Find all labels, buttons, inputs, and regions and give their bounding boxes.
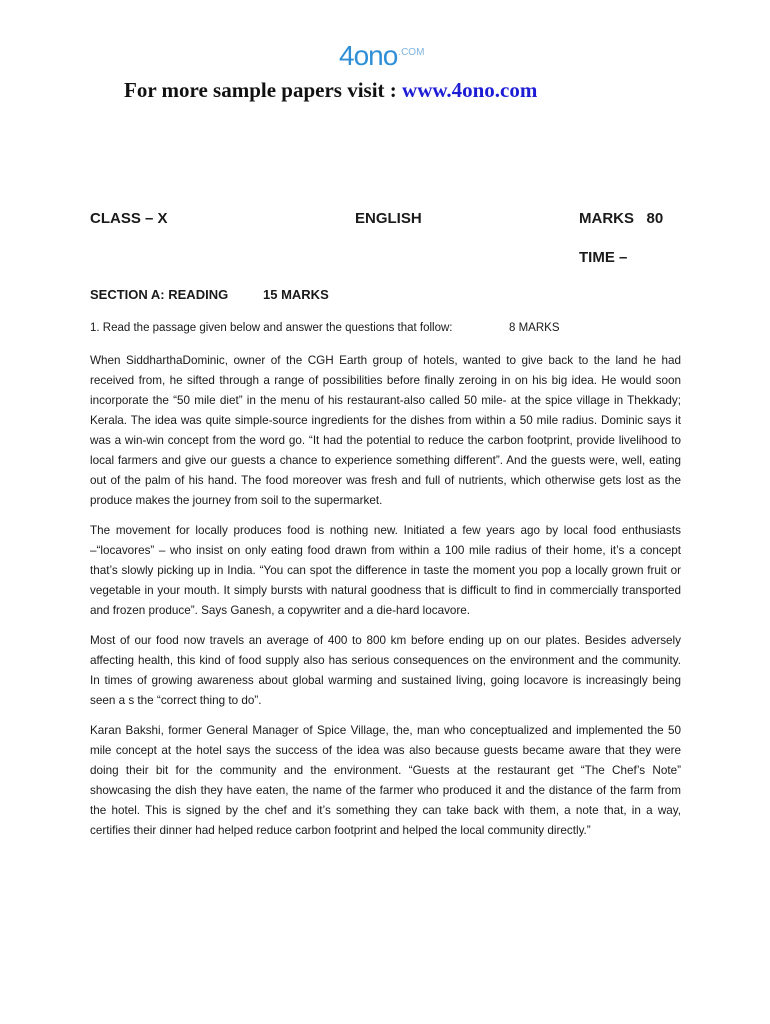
passage-paragraph: Karan Bakshi, former General Manager of Spice Village, the, man who conceptualized and implemented the 50 mile concept at the hotel says the success of the idea was also because guests became aware that they were doing their bit for the community and the environment. “Guests at the restaurant get “The Chef’s Note” showcasing the dish they have eaten, the name of the farmer who produced it and the distance of the farm from the hotel. This is signed by the chef and it’s something they can take back with them, a note that, in a way, certifies their dinner had helped reduce carbon footprint and helped the local community directly.”	[90, 724, 681, 837]
section-title: SECTION A: READING	[90, 287, 229, 302]
total-marks-label: MARKS 80	[579, 210, 664, 227]
site-logo	[339, 42, 424, 70]
passage-paragraph: Most of our food now travels an average of 400 to 800 km before ending up on our plates. Besides adversely affecting health, this kind of food supply also has serious consequences on the environment and the community. In times of growing awareness about global warming and sustained living, going locavore is increasingly being seen a s the “correct thing to do”.	[90, 634, 681, 707]
class-label: CLASS – X	[90, 210, 168, 227]
question-prompt: 1. Read the passage given below and answer the questions that follow:	[90, 322, 453, 334]
passage-paragraph: When SiddharthaDominic, owner of the CGH Earth group of hotels, wanted to give back to the land he had received from, he sifted through a range of possibilities before finally zeroing in on his big idea. He would soon incorporate the “50 mile diet” in the menu of his restaurant-also called 50 mile- at the spice village in Thekkady; Kerala. The idea was quite simple-source ingredients for the dishes from within a 50 mile radius. Dominic says it was a win-win concept from the word go. “It had the potential to reduce the carbon footprint, provide livelihood to local farmers and give our guests a chance to experience something different”. And the guests were, well, eating out of the palm of his hand. The food moreover was fresh and full of nutrients, which otherwise gets lost as the produce makes the journey from soil to the supermarket.	[90, 354, 681, 507]
time-label: TIME –	[579, 249, 628, 266]
passage-paragraph: The movement for locally produces food is nothing new. Initiated a few years ago by local food enthusiasts –“locavores” – who insist on only eating food drawn from within a 100 mile radius of their home, it’s a concept that’s slowly picking up in India. “You can spot the difference in taste the moment you pop a locally grown fruit or vegetable in your mouth. It simply bursts with natural goodness that is difficult to find in commercially transported and frozen produce”. Says Ganesh, a copywriter and a die-hard locavore.	[90, 524, 681, 617]
logo-domain-suffix: .COM	[398, 47, 425, 58]
section-marks: 15 MARKS	[263, 287, 329, 302]
reading-passage	[90, 351, 681, 851]
promo-text: For more sample papers visit :	[124, 78, 403, 102]
question-marks: 8 MARKS	[509, 322, 560, 334]
promo-line	[124, 76, 537, 104]
promo-link[interactable]: www.4ono.com	[402, 78, 538, 102]
logo-wordmark: 4ono	[339, 40, 398, 71]
subject-label: ENGLISH	[355, 210, 422, 227]
